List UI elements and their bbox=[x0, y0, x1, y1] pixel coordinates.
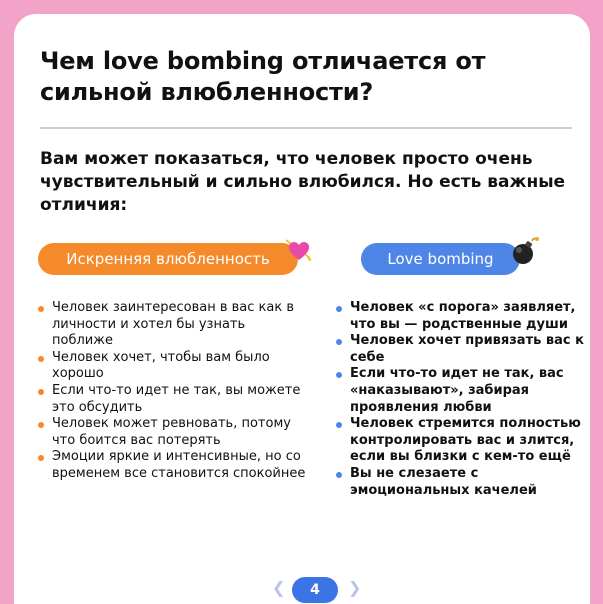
list-item: Человек хочет привязать вас к себе bbox=[334, 333, 584, 366]
slide-card bbox=[14, 14, 590, 604]
list-item: Человек заинтересован в вас как в личности и хотел бы узнать поближе bbox=[36, 300, 306, 350]
bullet-icon bbox=[336, 306, 342, 312]
list-item: Если что-то идет не так, вас «наказывают», забирая проявления любви bbox=[334, 366, 584, 416]
page-number: 4 bbox=[292, 577, 338, 603]
love-bombing-pill bbox=[361, 243, 520, 275]
bullet-icon bbox=[336, 372, 342, 378]
sincere-love-label: Искренняя влюбленность bbox=[66, 250, 270, 268]
page-title: Чем love bombing отличается от сильной влюбленности? bbox=[40, 47, 486, 106]
love-bombing-list bbox=[334, 300, 584, 499]
love-bombing-label: Love bombing bbox=[387, 250, 494, 268]
list-item: Вы не слезаете с эмоциональных качелей bbox=[334, 466, 584, 499]
chevron-right-icon[interactable]: ❯ bbox=[348, 578, 362, 597]
list-item: Человек хочет, чтобы вам было хорошо bbox=[36, 350, 306, 383]
chevron-left-icon[interactable]: ❮ bbox=[272, 578, 286, 597]
bullet-icon bbox=[38, 389, 44, 395]
list-item: Человек может ревновать, потому что боится вас потерять bbox=[36, 416, 306, 449]
list-item: Человек стремится полностью контролировать вас и злится, если вы близки с кем-то ещё bbox=[334, 416, 584, 466]
sincere-love-list bbox=[36, 300, 306, 483]
list-item: Эмоции яркие и интенсивные, но со временем все становится спокойнее bbox=[36, 449, 306, 482]
list-item: Человек «с порога» заявляет, что вы — родственные души bbox=[334, 300, 584, 333]
divider bbox=[40, 127, 572, 129]
bullet-icon bbox=[336, 339, 342, 345]
heart-arrow-icon bbox=[284, 234, 314, 264]
bullet-icon bbox=[38, 306, 44, 312]
list-item: Если что-то идет не так, вы можете это обсудить bbox=[36, 383, 306, 416]
bomb-icon bbox=[511, 236, 539, 266]
bullet-icon bbox=[336, 472, 342, 478]
sincere-love-pill bbox=[38, 243, 298, 275]
intro-text: Вам может показаться, что человек просто очень чувствительный и сильно влюбился. Но есть важные отличия: bbox=[40, 149, 566, 215]
bullet-icon bbox=[336, 422, 342, 428]
bullet-icon bbox=[38, 422, 44, 428]
bullet-icon bbox=[38, 356, 44, 362]
pager bbox=[264, 574, 374, 604]
bullet-icon bbox=[38, 455, 44, 461]
